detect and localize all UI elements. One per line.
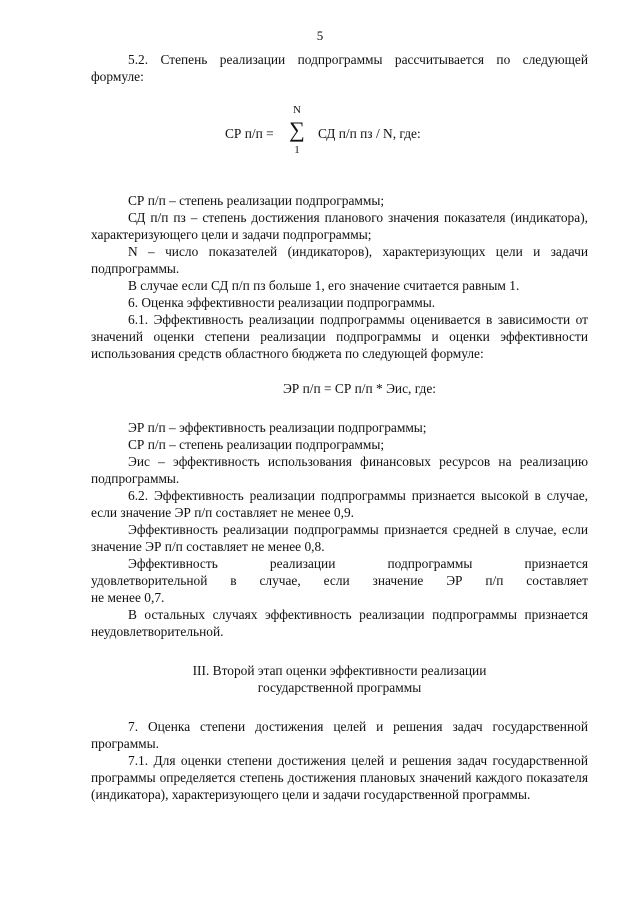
formula-1-rhs: СД п/п пз / N, где: [318,126,421,141]
definition-n: N – число показателей (индикаторов), характеризующих цели и задачи подпрограммы. [91,244,588,276]
formula-subprogram-degree [91,95,588,179]
definition-sr-2: СР п/п – степень реализации подпрограммы; [128,437,385,452]
satisfactory-line-3: не менее 0,7. [91,590,165,605]
paragraph-medium: Эффективность реализации подпрограммы признается средней в случае, если значение ЭР п/п составляет не менее 0,8. [91,522,588,554]
heading-line-2: государственной программы [257,680,422,695]
paragraph-unsatisfactory: В остальных случаях эффективность реализации подпрограммы признается неудовлетворительной. [91,607,588,639]
sum-upper-limit: N [293,104,301,116]
definition-eis: Эис – эффективность использования финансовых ресурсов на реализацию подпрограммы. [91,454,588,486]
definition-sd: СД п/п пз – степень достижения планового значения показателя (индикатора), характеризующего цели и задачи подпрограммы; [91,210,588,242]
paragraph-7: 7. Оценка степени достижения целей и решения задач государственной программы. [91,719,588,751]
formula-subprogram-efficiency: ЭР п/п = СР п/п * Эис, где: [282,381,437,396]
paragraph-sd-limit: В случае если СД п/п пз больше 1, его значение считается равным 1. [128,278,520,293]
formula-1-lhs: СР п/п = [225,126,274,141]
paragraph-satisfactory [91,555,588,606]
sum-lower-limit: 1 [294,144,300,156]
page-number: 5 [316,28,324,43]
heading-line-1: III. Второй этап оценки эффективности реализации [192,663,487,678]
paragraph-6-1: 6.1. Эффективность реализации подпрограммы оценивается в зависимости от значений оценки степени реализации подпрограммы и оценки эффективности использования средств областного бюджета по следующей формуле: [91,312,588,361]
section-heading [91,662,588,696]
paragraph-5-2: 5.2. Степень реализации подпрограммы рассчитывается по следующей формуле: [91,52,588,84]
paragraph-6-2-high: 6.2. Эффективность реализации подпрограммы признается высокой в случае, если значение ЭР п/п составляет не менее 0,9. [91,488,588,520]
paragraph-6: 6. Оценка эффективности реализации подпрограммы. [128,295,436,310]
page-content [91,51,588,803]
satisfactory-line-2: удовлетворительной в случае, если значение ЭР п/п составляет [91,573,588,588]
satisfactory-line-1: Эффективность реализации подпрограммы признается [128,556,588,571]
definition-sr: СР п/п – степень реализации подпрограммы; [128,193,385,208]
definition-er: ЭР п/п – эффективность реализации подпрограммы; [128,420,427,435]
paragraph-7-1: 7.1. Для оценки степени достижения целей и решения задач государственной программы определяется степень достижения плановых значений каждого показателя (индикатора), характеризующего цели и задачи государственной программы. [91,753,588,802]
sigma-symbol: ∑ [289,117,305,142]
sum-sign [286,104,308,156]
